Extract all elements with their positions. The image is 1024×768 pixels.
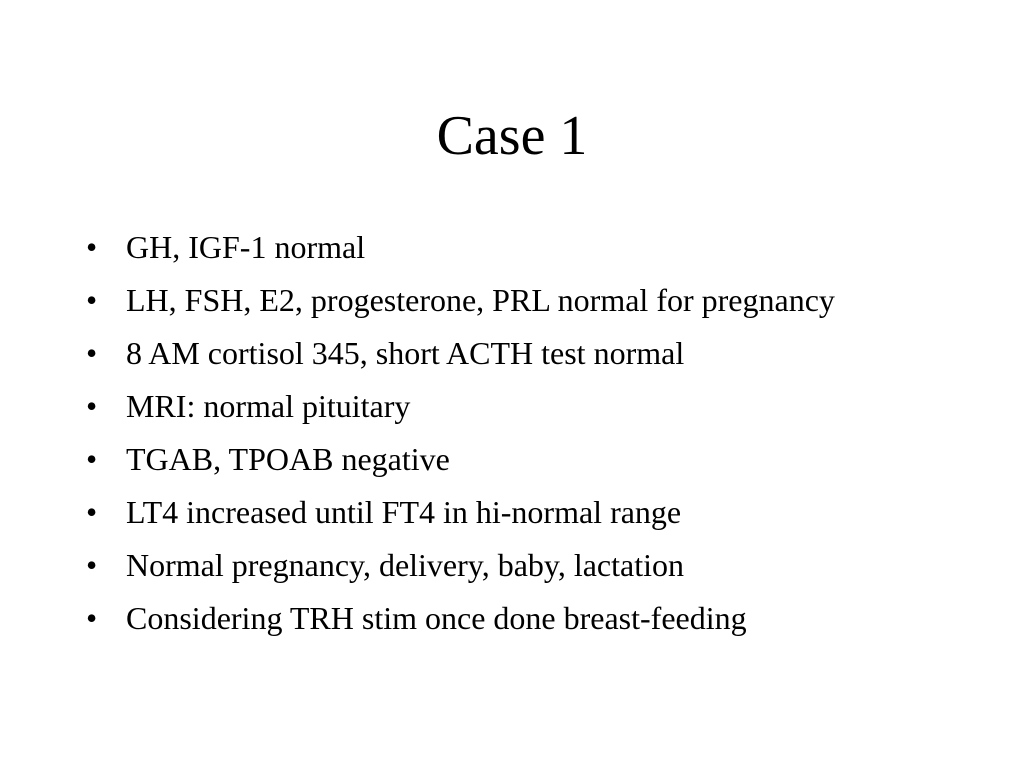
bullet-item: [86, 491, 946, 533]
bullet-item: [86, 279, 946, 321]
bullet-text: Normal pregnancy, delivery, baby, lactation: [126, 547, 684, 583]
bullet-item: [86, 597, 946, 639]
bullet-icon: •: [86, 494, 98, 530]
bullet-item: [86, 438, 946, 480]
bullet-icon: •: [86, 335, 98, 371]
bullet-text: 8 AM cortisol 345, short ACTH test normal: [126, 335, 685, 371]
bullet-item: [86, 226, 946, 268]
bullet-icon: •: [86, 600, 98, 636]
bullet-icon: •: [86, 282, 98, 318]
slide-title: Case 1: [436, 105, 588, 167]
bullet-icon: •: [86, 547, 98, 583]
bullet-item: [86, 385, 946, 427]
bullet-item: [86, 332, 946, 374]
bullet-icon: •: [86, 388, 98, 424]
bullet-text: LT4 increased until FT4 in hi-normal range: [126, 494, 682, 530]
bullet-text: GH, IGF-1 normal: [126, 229, 366, 265]
bullet-text: Considering TRH stim once done breast-feeding: [126, 600, 747, 636]
bullet-icon: •: [86, 441, 98, 477]
bullet-item: [86, 544, 946, 586]
bullet-text: TGAB, TPOAB negative: [126, 441, 450, 477]
bullet-text: LH, FSH, E2, progesterone, PRL normal for pregnancy: [126, 282, 835, 318]
bullet-icon: •: [86, 229, 98, 265]
bullet-list: [86, 226, 946, 650]
bullet-text: MRI: normal pituitary: [126, 388, 411, 424]
